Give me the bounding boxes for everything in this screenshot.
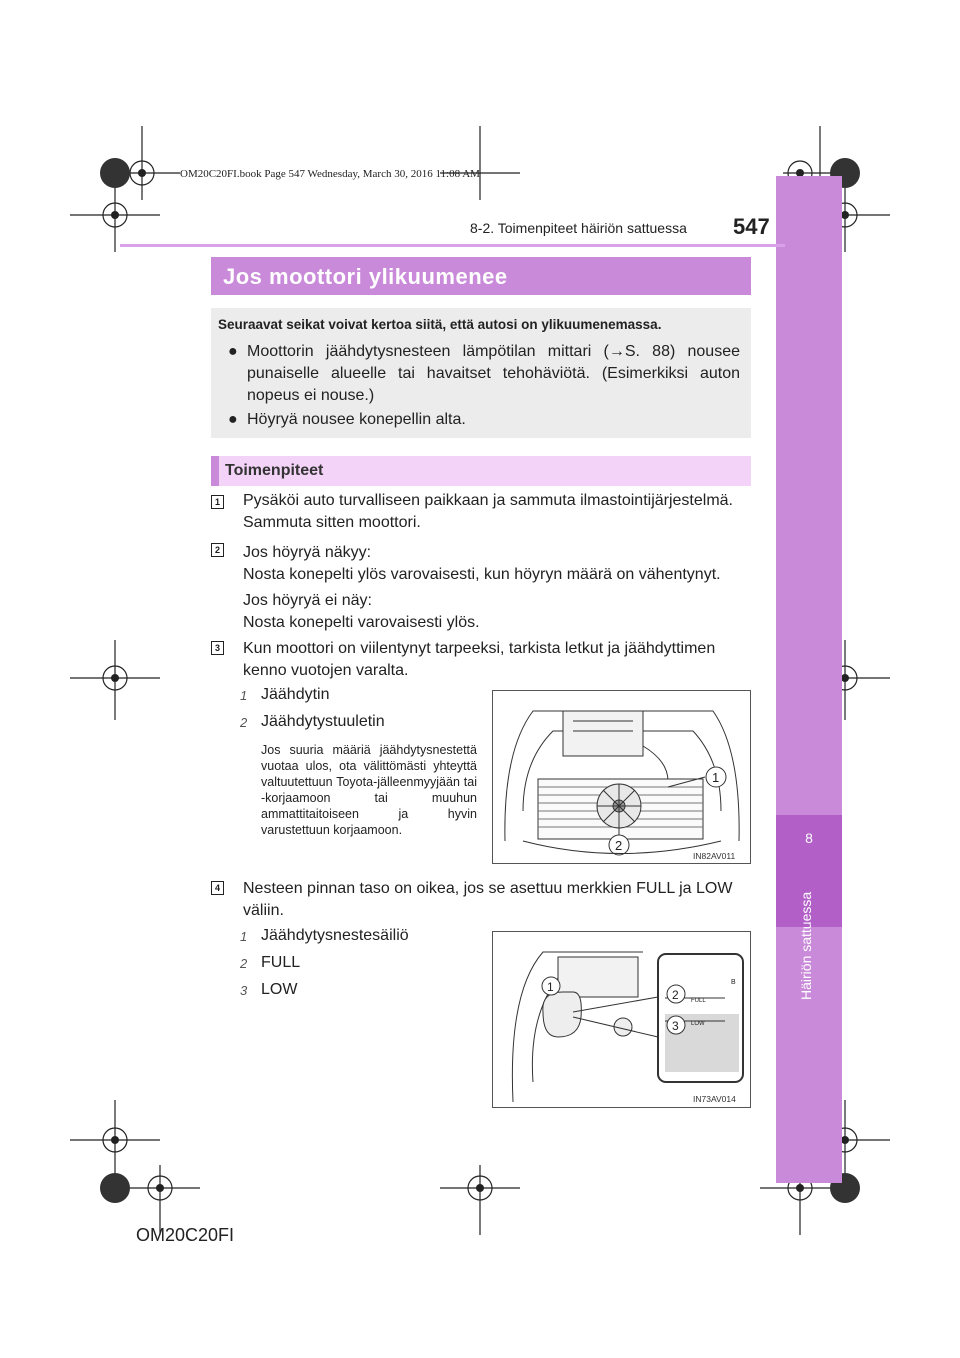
heading-accent [211,456,219,486]
item-number: 3 [240,983,248,998]
symptoms-heading: Seuraavat seikat voivat kertoa siitä, että autosi on ylikuumenemassa. [218,317,662,332]
step-4-text: Nesteen pinnan taso on oikea, jos se asettuu merkkien FULL ja LOW väliin. [243,880,733,919]
item-number: 1 [240,688,248,703]
step-2-text-d: Nosta konepelti varovaisesti ylös. [243,614,480,631]
page-title: Jos moottori ylikuumenee [223,264,508,289]
document-code: OM20C20FI [136,1225,235,1245]
chapter-title-vertical: Häiriön sattuessa [798,891,814,1000]
item-label: Jäähdytysnestesäiliö [261,927,409,944]
item-label: Jäähdytystuuletin [261,713,385,730]
figure-code: IN82AV011 [693,851,736,861]
coolant-reservoir-figure [492,931,751,1108]
step-number-4: 4 [211,881,224,895]
radiator-figure [492,690,751,864]
item-number: 1 [240,929,248,944]
book-info: OM20C20FI.book Page 547 Wednesday, March 30, 2016 11:08 AM [180,168,480,180]
item-number: 2 [240,715,248,730]
figure-code: IN73AV014 [693,1094,736,1104]
chapter-side-tab [776,176,842,1183]
leak-note: Jos suuria määriä jäähdytysnestettä vuotaa ulos, ota välittömästi yhteyttä valtuutettuun Toyota-jälleenmyyjään tai -korjaamoon tai muuhun ammattitaitoiseen ja hyvin varustettuun korjaamoon. [261,743,477,837]
section-title: 8-2. Toimenpiteet häiriön sattuessa [470,220,687,236]
reservoir-illustration [493,932,750,1107]
step-number-3: 3 [211,641,224,655]
item-label: LOW [261,981,298,998]
step-number-2: 2 [211,543,224,557]
item-label: Jäähdytin [261,686,330,703]
actions-heading-bar [211,456,751,486]
callout-1: 1 [547,980,554,994]
page-number: 547 [733,214,770,239]
full-mark: FULL [691,998,706,1004]
low-mark: LOW [691,1021,705,1027]
actions-heading: Toimenpiteet [225,462,324,479]
step-3-text: Kun moottori on viilentynyt tarpeeksi, tarkista letkut ja jäähdyttimen kenno vuotojen varalta. [243,640,716,679]
item-label: FULL [261,954,301,971]
symptom-item: Moottorin jäähdytysnesteen lämpötilan mittari (→S. 88) nousee punaiselle alueelle tai havaitset tehohäviötä. (Esimerkiksi auton nopeus ei nouse.) [247,343,740,404]
bullet-icon: ● [228,343,238,360]
b-mark: B [731,979,736,986]
step-number-1: 1 [211,495,224,509]
step-1-text: Pysäköi auto turvalliseen paikkaan ja sammuta ilmastointijärjestelmä. Sammuta sitten moottori. [243,492,733,531]
callout-1: 1 [712,770,720,785]
bullet-icon: ● [228,411,238,428]
callout-2: 2 [672,988,679,1002]
step-2-text-a: Jos höyryä näkyy: [243,544,372,561]
step-2-text-b: Nosta konepelti ylös varovaisesti, kun höyryn määrä on vähentynyt. [243,566,721,583]
callout-2: 2 [615,838,623,853]
step-2-text-c: Jos höyryä ei näy: [243,592,372,609]
item-number: 2 [240,956,248,971]
engine-bay-illustration [493,691,750,863]
header-rule [120,244,785,247]
symptom-item: Höyryä nousee konepellin alta. [247,411,466,428]
chapter-number: 8 [805,830,813,846]
callout-3: 3 [672,1019,679,1033]
page-title-bar [211,257,751,295]
